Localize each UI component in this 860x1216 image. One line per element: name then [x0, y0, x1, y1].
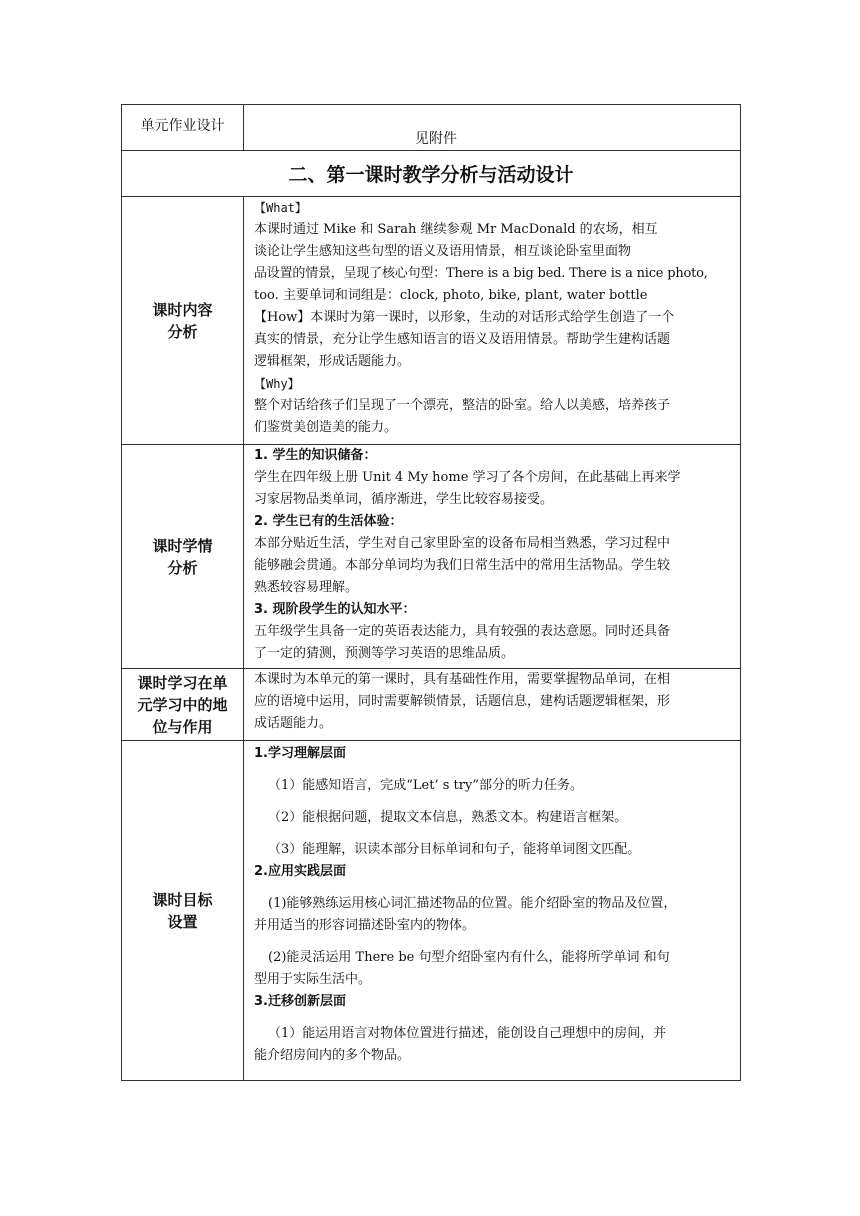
experience-line: 熟悉较容易理解。	[254, 580, 359, 595]
label-line: 课时目标	[152, 890, 213, 909]
label-line: 分析	[167, 558, 198, 577]
label-line: 课时学情	[152, 536, 213, 555]
what-line: 本课时通过 Mike 和 Sarah 继续参观 Mr MacDonald 的农场，相互	[254, 222, 658, 237]
cognition-heading: 3. 现阶段学生的认知水平：	[254, 602, 416, 617]
section-title-row	[122, 151, 741, 197]
knowledge-line: 学生在四年级上册 Unit 4 My home 学习了各个房间，在此基础上再来学	[254, 470, 681, 485]
objectives-row	[122, 741, 741, 1081]
position-role-label	[122, 669, 244, 741]
what-line: 谈论让学生感知这些句型的语义及语用情景，相互谈论卧室里面物	[254, 244, 632, 259]
label-line: 课时学习在单	[137, 673, 228, 692]
content-analysis-body	[244, 197, 741, 445]
level2-item-line: 型用于实际生活中。	[254, 972, 372, 987]
how-line: 真实的情景，充分让学生感知语言的语义及语用情景。帮助学生建构话题	[254, 332, 671, 347]
why-line: 整个对话给孩子们呈现了一个漂亮，整洁的卧室。给人以美感，培养孩子	[254, 398, 671, 413]
experience-heading: 2. 学生已有的生活体验：	[254, 514, 403, 529]
what-line: 品设置的情景，呈现了核心句型：There is a big bed. There is a nice photo,	[254, 266, 708, 281]
homework-value-cell	[244, 105, 741, 151]
position-role-body	[244, 669, 741, 741]
level1-heading: 1.学习理解层面	[254, 746, 346, 761]
lesson-design-table	[121, 104, 741, 1081]
level2-item-line: 并用适当的形容词描述卧室内的物体。	[254, 918, 476, 933]
position-line: 本课时为本单元的第一课时，具有基础性作用，需要掌握物品单词，在相	[254, 672, 671, 687]
what-line: too. 主要单词和词组是：clock, photo, bike, plant, water bottle	[254, 288, 648, 303]
position-line: 应的语境中运用，同时需要解锁情景，话题信息，建构话题逻辑框架，形	[254, 694, 671, 709]
level1-item: （1）能感知语言，完成“Let’ s try”部分的听力任务。	[268, 778, 583, 793]
level1-item: （2）能根据问题，提取文本信息，熟悉文本。构建语言框架。	[268, 810, 628, 825]
label-line: 课时内容	[152, 300, 213, 319]
content-analysis-label	[122, 197, 244, 445]
section-title-cell	[122, 151, 741, 197]
position-role-row	[122, 669, 741, 741]
why-line: 们鉴赏美创造美的能力。	[254, 420, 398, 435]
how-line: 【How】本课时为第一课时，以形象，生动的对话形式给学生创造了一个	[254, 310, 675, 325]
objectives-body	[244, 741, 741, 1081]
section-title: 二、第一课时教学分析与活动设计	[288, 164, 574, 186]
content-analysis-row	[122, 197, 741, 445]
how-line: 逻辑框架，形成话题能力。	[254, 354, 411, 369]
experience-line: 本部分贴近生活，学生对自己家里卧室的设备布局相当熟悉，学习过程中	[254, 536, 671, 551]
level2-heading: 2.应用实践层面	[254, 864, 346, 879]
what-tag: 【What】	[254, 201, 307, 215]
homework-label-cell	[122, 105, 244, 151]
level3-item-line: 能介绍房间内的多个物品。	[254, 1048, 411, 1063]
why-tag: 【Why】	[254, 377, 300, 391]
learner-analysis-body	[244, 445, 741, 669]
label-line: 分析	[167, 322, 198, 341]
learner-analysis-row	[122, 445, 741, 669]
homework-label: 单元作业设计	[140, 117, 225, 134]
level1-item: （3）能理解，识读本部分目标单词和句子，能将单词图文匹配。	[268, 842, 641, 857]
cognition-line: 了一定的猜测，预测等学习英语的思维品质。	[254, 646, 515, 661]
level2-item-line: (2)能灵活运用 There be 句型介绍卧室内有什么，能将所学单词 和句	[268, 950, 670, 965]
position-line: 成话题能力。	[254, 716, 333, 731]
level3-item-line: （1）能运用语言对物体位置进行描述，能创设自己理想中的房间，并	[268, 1026, 667, 1041]
level3-heading: 3.迁移创新层面	[254, 994, 346, 1009]
homework-row	[122, 105, 741, 151]
objectives-label	[122, 741, 244, 1081]
cognition-line: 五年级学生具备一定的英语表达能力，具有较强的表达意愿。同时还具备	[254, 624, 671, 639]
homework-value: 见附件	[415, 131, 457, 147]
knowledge-line: 习家居物品类单词，循序渐进，学生比较容易接受。	[254, 492, 554, 507]
learner-analysis-label	[122, 445, 244, 669]
label-line: 设置	[167, 912, 198, 931]
label-line: 元学习中的地	[137, 695, 228, 714]
label-line: 位与作用	[152, 717, 213, 736]
level2-item-line: (1)能够熟练运用核心词汇描述物品的位置。能介绍卧室的物品及位置，	[268, 896, 677, 911]
experience-line: 能够融会贯通。本部分单词均为我们日常生活中的常用生活物品。学生较	[254, 558, 671, 573]
knowledge-heading: 1. 学生的知识储备：	[254, 448, 377, 463]
